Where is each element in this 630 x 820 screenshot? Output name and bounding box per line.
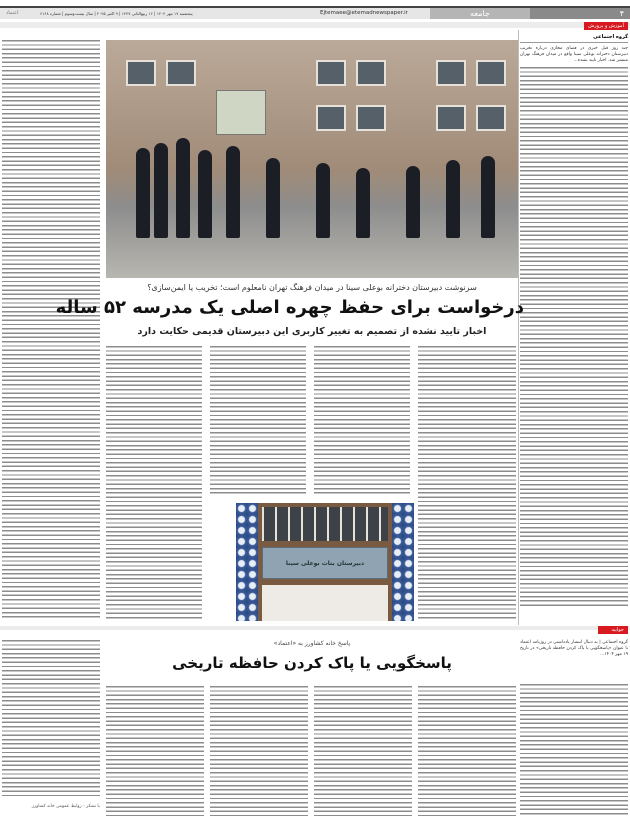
left-column-lines — [2, 40, 100, 620]
reply-column-2 — [314, 686, 412, 816]
date-line: پنجشنبه ۱۷ مهر ۱۴۰۴ | ۱۶ ربیع‌الثانی ۱۴۴۷ | ۹ اکتبر ۲۰۲۵ | سال بیست‌وسوم | شماره ۶۱۶۸ — [40, 11, 193, 16]
section-tag-reply: جوابیه — [598, 626, 628, 634]
story-subheadline: اخبار تایید نشده از تصمیم به تغییر کاربری این دبیرستان قدیمی حکایت دارد — [137, 326, 487, 337]
reply-column-4 — [106, 686, 204, 816]
story-kicker: سرنوشت دبیرستان دخترانه بوعلی سینا در میدان فرهنگ تهران نامعلوم است؛ تخریب یا ایمن‌سازی؟ — [147, 283, 477, 292]
reply-headline: پاسخگویی یا پاک کردن حافظه تاریخی — [172, 654, 452, 672]
body-column-3 — [314, 346, 410, 496]
section-title: جامعه — [430, 8, 530, 19]
reply-column-1 — [418, 686, 516, 816]
body-column-4 — [418, 346, 516, 620]
reply-column-right — [520, 684, 628, 816]
page-header — [0, 6, 630, 19]
reply-kicker: پاسخ خانه کشاورز به «اعتماد» — [273, 640, 351, 647]
section-tag-education: آموزش و پرورش — [584, 22, 628, 30]
school-sign: دبیرستان بنات بوعلی سینا — [262, 547, 388, 579]
byline: گروه اجتماعی — [520, 34, 628, 43]
body-column-1 — [106, 346, 202, 620]
story-headline: درخواست برای حفظ چهره اصلی یک مدرسه ۵۲ ساله — [55, 297, 524, 318]
newspaper-logo: اعتماد — [6, 10, 19, 16]
reply-column-5 — [2, 640, 100, 798]
right-column — [520, 34, 628, 607]
body-column-2 — [210, 346, 306, 496]
section-divider — [0, 626, 630, 630]
reply-column-3 — [210, 686, 308, 816]
school-facade-photo — [236, 503, 414, 621]
page-number: ۴ — [530, 8, 630, 19]
article-body-lines — [520, 67, 628, 607]
reply-signature: با تشکر - روابط عمومی خانه کشاورز — [31, 804, 100, 809]
reply-intro: گروه اجتماعی | به دنبال انتشار یادداشتی در روزنامه اعتماد با عنوان «پاسخگویی یا پاک کردن حافظه تاریخی» در تاریخ ۱۹ مهر ۱۴۰۴... — [520, 640, 628, 657]
school-students-photo — [106, 40, 518, 278]
email-link[interactable]: Ejtemaee@etemadnewspaper.ir — [320, 10, 408, 16]
intro-text: چند روز قبل خبری در فضای مجازی درباره تخریب دبیرستان دخترانه بوعلی سینا واقع در میدان فرهنگ تهران منتشر شد. اخبار تایید نشده... — [520, 46, 628, 63]
subheader-band — [0, 22, 630, 28]
